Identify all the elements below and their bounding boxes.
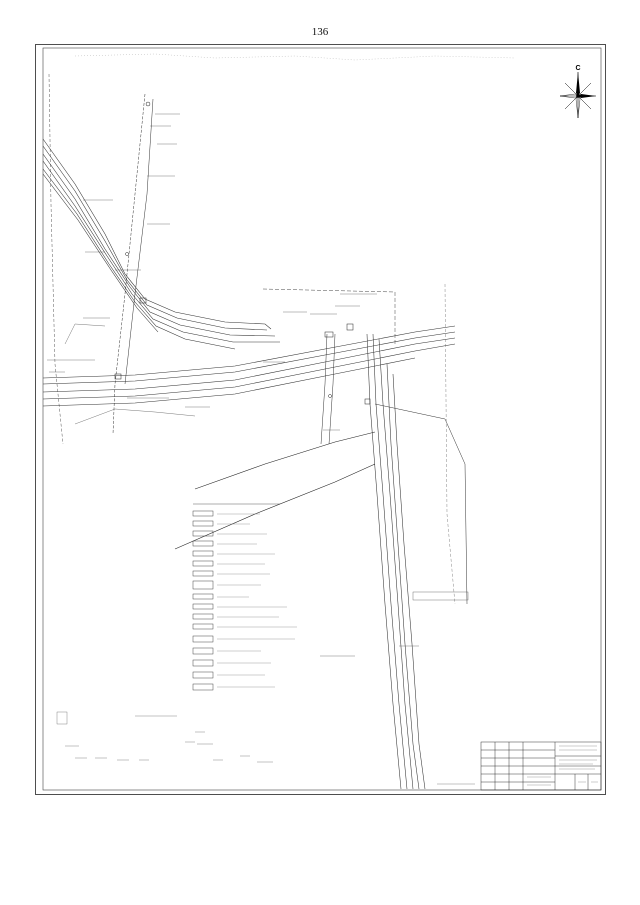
branch-pipe-b (329, 334, 335, 444)
title-block (481, 742, 601, 790)
gas-line-lower (175, 464, 375, 549)
north-label: С (575, 65, 581, 72)
title-block-text-marks (527, 746, 598, 785)
gas-line-upper (195, 432, 375, 489)
valve-markers (115, 102, 370, 404)
pipeline-route-left-2 (125, 99, 153, 384)
plan-drawing (35, 44, 606, 795)
north-arrow-icon (560, 65, 596, 118)
legend (193, 504, 297, 690)
sheet-inner-frame (43, 48, 601, 790)
drawing-sheet (35, 44, 606, 795)
right-rect-plot (413, 592, 468, 600)
page-number: 136 (311, 26, 329, 38)
highway-band (43, 326, 455, 406)
street-fragment (75, 409, 195, 424)
branch-pipe-a (321, 334, 327, 444)
survey-points (57, 712, 273, 762)
top-survey-line (75, 54, 515, 60)
road-corridor-upper (43, 139, 280, 349)
site-boundary-right (263, 289, 395, 344)
sheet-outer-frame (36, 45, 606, 795)
left-boundary-line (49, 74, 63, 444)
road-corridor-vertical (367, 334, 425, 789)
callout-labels (47, 114, 419, 656)
street-fragment-2 (65, 324, 105, 344)
